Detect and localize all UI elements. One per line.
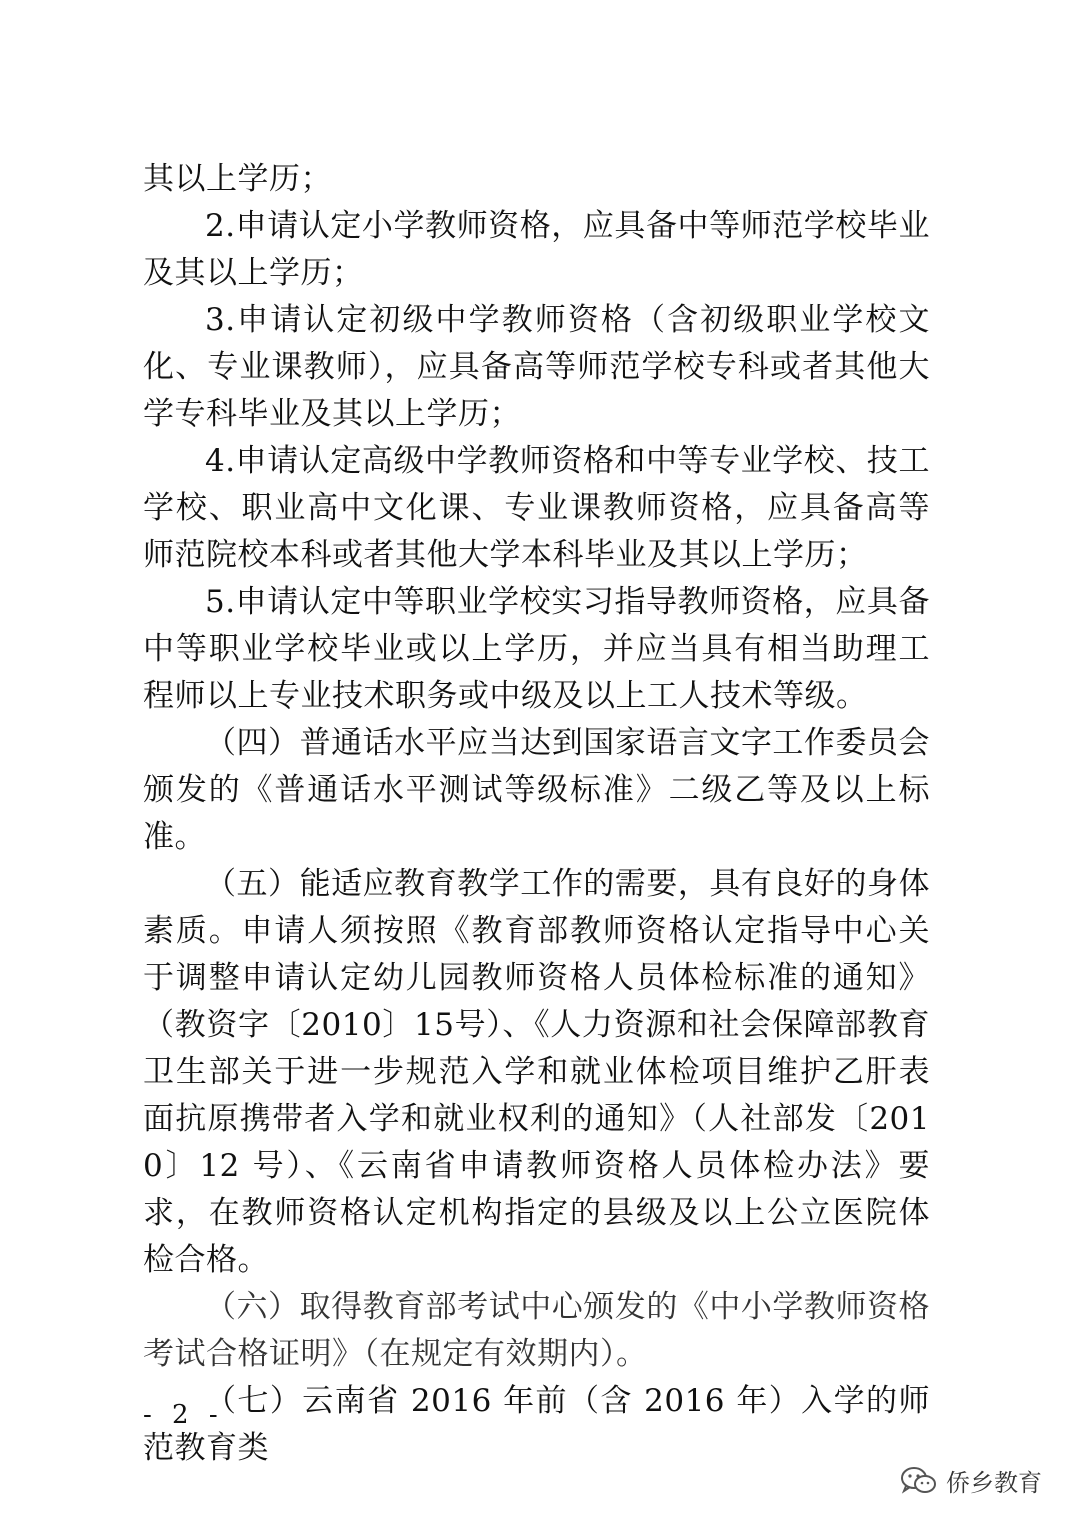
text-line: 知》（人社部发〔2010〕12 号）、《云南省申请教师资格人员体 xyxy=(143,1101,931,1184)
paragraph-continuation xyxy=(143,156,930,203)
paragraph-item-3 xyxy=(143,297,930,438)
text-line: 其以上学历； xyxy=(143,161,332,197)
text-line: 业技术职务或中级及以上工人技术等级。 xyxy=(300,678,868,714)
page-number: - 2 - xyxy=(143,1400,224,1430)
paragraph-section-4 xyxy=(143,720,930,861)
text-line: 以上学历； xyxy=(206,255,364,291)
text-line: 的《普通话水平测试等级标准》二级乙等及以上标准。 xyxy=(143,772,931,855)
text-line: 或者其他大学本科毕业及其以上学历； xyxy=(332,537,868,573)
paragraph-item-4 xyxy=(143,438,930,579)
text-line: （五）能适应教育教学工作的需要，具有良好的身体素质。 xyxy=(143,866,930,949)
wechat-icon xyxy=(900,1466,938,1496)
paragraph-section-5 xyxy=(143,861,930,1284)
text-line: 申请人须按照《教育部教师资格认定指导中心关于调整申请认 xyxy=(143,913,931,996)
text-line: （四）普通话水平应当达到国家语言文字工作委员会颁发 xyxy=(143,725,930,808)
text-line: 3.申请认定初级中学教师资格（含初级职业学校文化、专 xyxy=(143,302,930,385)
text-line: 定幼儿园教师资格人员体检标准的通知》（教资字〔2010〕15 xyxy=(143,960,931,1043)
text-line: 和就业体检项目维护乙肝表面抗原携带者入学和就业权利的通 xyxy=(143,1054,931,1137)
text-line: 业课教师），应具备高等师范学校专科或者其他大学专科毕业 xyxy=(143,349,930,432)
paragraph-item-5 xyxy=(143,579,930,720)
watermark-text: 侨乡教育 xyxy=(946,1469,1042,1497)
text-line: 职业学校毕业或以上学历，并应当具有相当助理工程师以上专 xyxy=(143,631,931,714)
paragraph-section-6 xyxy=(143,1284,930,1378)
text-line: 号）、《人力资源和社会保障部教育卫生部关于进一步规范入学 xyxy=(143,1007,930,1090)
text-line: （六）取得教育部考试中心颁发的《中小学教师资格考试 xyxy=(143,1289,930,1372)
text-line: 5.申请认定中等职业学校实习指导教师资格，应具备中等 xyxy=(143,584,930,667)
text-line: 2.申请认定小学教师资格，应具备中等师范学校毕业及其 xyxy=(143,208,930,291)
text-line: 院体检合格。 xyxy=(143,1195,931,1278)
text-line: 检办法》要求，在教师资格认定机构指定的县级及以上公立医 xyxy=(143,1148,930,1231)
text-line: 职业高中文化课、专业课教师资格，应具备高等师范院校本科 xyxy=(143,490,931,573)
text-line: 4.申请认定高级中学教师资格和中等专业学校、技工学校、 xyxy=(143,443,930,526)
paragraph-item-2 xyxy=(143,203,930,297)
document-body xyxy=(143,156,930,1472)
text-line: （七）云南省 2016 年前（含 2016 年）入学的师范教育类 xyxy=(143,1383,930,1466)
paragraph-section-7 xyxy=(143,1378,930,1472)
watermark xyxy=(900,1463,1042,1498)
text-line: 及其以上学历； xyxy=(300,396,521,432)
text-line: 合格证明》（在规定有效期内）。 xyxy=(206,1336,648,1372)
